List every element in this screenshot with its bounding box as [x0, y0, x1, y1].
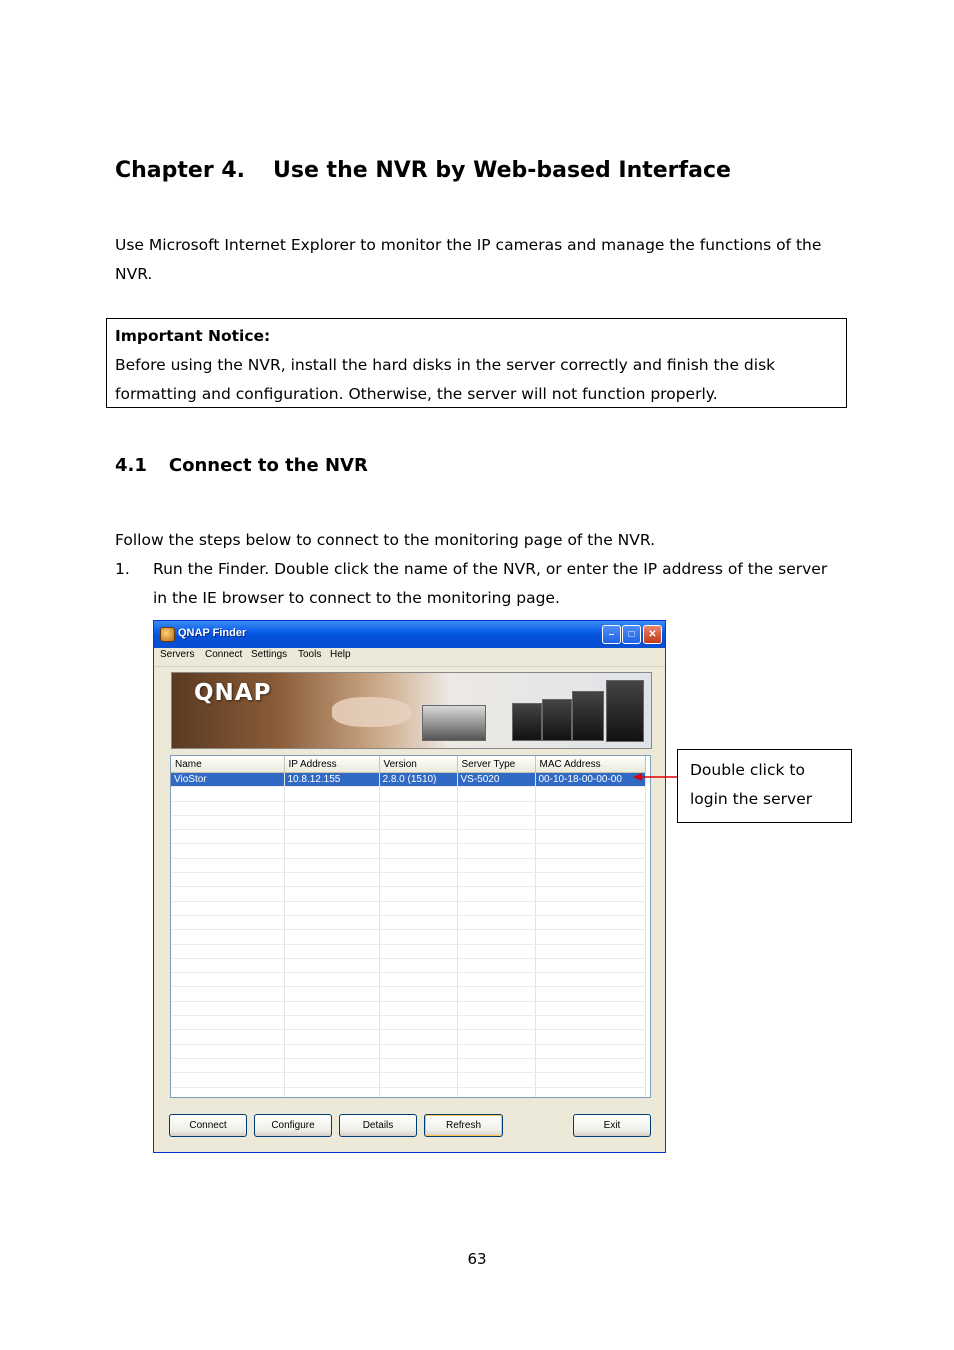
- app-icon: [160, 627, 175, 642]
- empty-cell: [284, 1058, 379, 1072]
- column-header-name[interactable]: Name: [171, 756, 284, 773]
- cell-version: 2.8.0 (1510): [379, 773, 457, 787]
- empty-cell: [284, 1016, 379, 1030]
- empty-cell: [379, 1087, 457, 1098]
- cell-mac-address: 00-10-18-00-00-00: [535, 773, 645, 787]
- empty-cell: [535, 844, 645, 858]
- empty-cell: [171, 887, 284, 901]
- exit-button[interactable]: Exit: [573, 1114, 651, 1137]
- empty-row: [171, 830, 645, 844]
- column-header-version[interactable]: Version: [379, 756, 457, 773]
- empty-cell: [284, 830, 379, 844]
- empty-cell: [379, 801, 457, 815]
- empty-cell: [457, 973, 535, 987]
- details-button[interactable]: Details: [339, 1114, 417, 1137]
- empty-row: [171, 958, 645, 972]
- finder-window: [153, 620, 666, 1153]
- empty-row: [171, 1030, 645, 1044]
- empty-cell: [171, 958, 284, 972]
- empty-cell: [379, 915, 457, 929]
- empty-cell: [379, 873, 457, 887]
- empty-cell: [379, 1001, 457, 1015]
- empty-cell: [284, 1001, 379, 1015]
- empty-cell: [457, 1058, 535, 1072]
- empty-row: [171, 1058, 645, 1072]
- cell-server-type: VS-5020: [457, 773, 535, 787]
- empty-cell: [171, 873, 284, 887]
- empty-cell: [457, 1044, 535, 1058]
- empty-cell: [379, 901, 457, 915]
- empty-cell: [535, 1016, 645, 1030]
- callout-box: [677, 749, 852, 823]
- empty-cell: [457, 830, 535, 844]
- empty-cell: [535, 1058, 645, 1072]
- empty-cell: [171, 1058, 284, 1072]
- empty-cell: [379, 830, 457, 844]
- empty-cell: [284, 1030, 379, 1044]
- intro-paragraph: Use Microsoft Internet Explorer to monitor the IP cameras and manage the functions of the NVR.: [115, 236, 822, 283]
- empty-cell: [379, 930, 457, 944]
- empty-cell: [171, 987, 284, 1001]
- steps-intro: Follow the steps below to connect to the monitoring page of the NVR.: [115, 531, 656, 549]
- empty-cell: [457, 1016, 535, 1030]
- connect-button[interactable]: Connect: [169, 1114, 247, 1137]
- empty-cell: [379, 1016, 457, 1030]
- empty-row: [171, 973, 645, 987]
- empty-cell: [379, 958, 457, 972]
- empty-cell: [171, 1087, 284, 1098]
- empty-cell: [457, 858, 535, 872]
- empty-cell: [535, 930, 645, 944]
- empty-row: [171, 1073, 645, 1087]
- empty-cell: [171, 915, 284, 929]
- minimize-icon: –: [608, 629, 615, 640]
- empty-cell: [457, 930, 535, 944]
- chapter-number: Chapter 4.: [115, 158, 246, 183]
- empty-cell: [379, 787, 457, 801]
- menu-tools[interactable]: Tools: [298, 649, 322, 660]
- nvr-device-image: [606, 680, 644, 742]
- empty-cell: [284, 930, 379, 944]
- empty-row: [171, 815, 645, 829]
- empty-cell: [457, 987, 535, 1001]
- empty-row: [171, 987, 645, 1001]
- empty-cell: [535, 958, 645, 972]
- empty-cell: [379, 987, 457, 1001]
- close-icon: ✕: [648, 629, 657, 640]
- section-number: 4.1: [115, 455, 147, 476]
- empty-cell: [457, 901, 535, 915]
- empty-cell: [457, 1001, 535, 1015]
- chapter-title: [115, 158, 731, 183]
- empty-cell: [535, 1030, 645, 1044]
- minimize-button[interactable]: [602, 625, 621, 644]
- empty-cell: [171, 787, 284, 801]
- step-number: 1.: [115, 560, 130, 578]
- section-title: [115, 455, 368, 476]
- empty-cell: [284, 801, 379, 815]
- page-number: 63: [467, 1250, 487, 1268]
- empty-row: [171, 858, 645, 872]
- nvr-device-image: [422, 705, 486, 741]
- empty-cell: [171, 858, 284, 872]
- empty-cell: [535, 915, 645, 929]
- nvr-device-image: [512, 703, 542, 741]
- menu-connect[interactable]: Connect: [205, 649, 243, 660]
- empty-row: [171, 801, 645, 815]
- empty-cell: [171, 1016, 284, 1030]
- important-notice-box: [106, 318, 847, 408]
- empty-row: [171, 1044, 645, 1058]
- empty-cell: [284, 887, 379, 901]
- empty-cell: [457, 801, 535, 815]
- empty-cell: [171, 944, 284, 958]
- empty-cell: [171, 901, 284, 915]
- window-title: QNAP Finder: [178, 627, 247, 639]
- cell-name: VioStor: [171, 773, 284, 787]
- empty-cell: [171, 930, 284, 944]
- nvr-device-image: [542, 699, 572, 741]
- empty-cell: [535, 1044, 645, 1058]
- notice-title: Important Notice:: [115, 327, 271, 345]
- empty-cell: [379, 1058, 457, 1072]
- column-header-server-type[interactable]: Server Type: [457, 756, 535, 773]
- column-header-ip-address[interactable]: IP Address: [284, 756, 379, 773]
- maximize-button[interactable]: [622, 625, 641, 644]
- refresh-button[interactable]: Refresh: [424, 1114, 503, 1137]
- empty-cell: [535, 1087, 645, 1098]
- empty-cell: [284, 1087, 379, 1098]
- empty-cell: [457, 1030, 535, 1044]
- callout-arrow: [633, 770, 679, 784]
- empty-cell: [457, 873, 535, 887]
- empty-row: [171, 1087, 645, 1098]
- empty-cell: [171, 844, 284, 858]
- section-title-text: Connect to the NVR: [168, 455, 368, 476]
- cell-ip-address: 10.8.12.155: [284, 773, 379, 787]
- empty-cell: [284, 901, 379, 915]
- empty-cell: [457, 1087, 535, 1098]
- empty-cell: [284, 844, 379, 858]
- notice-body: Before using the NVR, install the hard disks in the server correctly and finish the disk formatting and configuration. Otherwise, the server will not function properly.: [115, 356, 776, 403]
- empty-cell: [457, 844, 535, 858]
- empty-row: [171, 1016, 645, 1030]
- empty-cell: [171, 1030, 284, 1044]
- step-item: [115, 555, 835, 613]
- empty-row: [171, 901, 645, 915]
- empty-row: [171, 887, 645, 901]
- empty-cell: [284, 915, 379, 929]
- empty-cell: [457, 815, 535, 829]
- hands-image: [332, 697, 412, 727]
- empty-cell: [535, 1073, 645, 1087]
- empty-cell: [379, 858, 457, 872]
- empty-row: [171, 930, 645, 944]
- empty-cell: [379, 844, 457, 858]
- empty-cell: [535, 973, 645, 987]
- server-table: [171, 756, 646, 1098]
- empty-cell: [535, 1001, 645, 1015]
- empty-cell: [379, 1044, 457, 1058]
- close-button[interactable]: [643, 625, 662, 644]
- empty-cell: [457, 915, 535, 929]
- empty-cell: [535, 830, 645, 844]
- empty-cell: [535, 815, 645, 829]
- column-header-mac-address[interactable]: MAC Address: [535, 756, 645, 773]
- menu-settings[interactable]: Settings: [251, 649, 288, 660]
- qnap-banner: [171, 672, 652, 749]
- empty-cell: [535, 944, 645, 958]
- empty-cell: [535, 858, 645, 872]
- empty-cell: [457, 1073, 535, 1087]
- empty-cell: [379, 1030, 457, 1044]
- empty-row: [171, 873, 645, 887]
- empty-row: [171, 915, 645, 929]
- menu-help[interactable]: Help: [330, 649, 351, 660]
- qnap-logo: QNAP: [194, 680, 272, 706]
- empty-row: [171, 944, 645, 958]
- menu-bar: [154, 648, 665, 667]
- empty-cell: [379, 815, 457, 829]
- title-bar[interactable]: [154, 621, 665, 648]
- nvr-device-image: [572, 691, 604, 741]
- empty-cell: [284, 858, 379, 872]
- empty-cell: [535, 901, 645, 915]
- empty-cell: [535, 887, 645, 901]
- empty-cell: [457, 958, 535, 972]
- empty-cell: [284, 973, 379, 987]
- empty-cell: [284, 787, 379, 801]
- empty-row: [171, 787, 645, 801]
- step-text: Run the Finder. Double click the name of the NVR, or enter the IP address of the server in the IE browser to connect to the monitoring page.: [153, 560, 828, 607]
- empty-cell: [535, 987, 645, 1001]
- empty-cell: [284, 1073, 379, 1087]
- empty-cell: [284, 873, 379, 887]
- empty-cell: [171, 815, 284, 829]
- empty-cell: [284, 987, 379, 1001]
- empty-cell: [171, 1001, 284, 1015]
- empty-cell: [171, 973, 284, 987]
- table-header-row: [171, 756, 645, 773]
- empty-cell: [284, 958, 379, 972]
- empty-row: [171, 844, 645, 858]
- empty-cell: [171, 1073, 284, 1087]
- empty-cell: [284, 1044, 379, 1058]
- callout-line-2: login the server: [690, 790, 813, 808]
- empty-cell: [379, 944, 457, 958]
- maximize-icon: □: [628, 629, 635, 640]
- empty-cell: [171, 1044, 284, 1058]
- empty-cell: [457, 944, 535, 958]
- empty-cell: [379, 1073, 457, 1087]
- empty-cell: [284, 944, 379, 958]
- empty-cell: [535, 801, 645, 815]
- callout-line-1: Double click to: [690, 761, 805, 779]
- configure-button[interactable]: Configure: [254, 1114, 332, 1137]
- empty-cell: [457, 787, 535, 801]
- empty-cell: [457, 887, 535, 901]
- empty-cell: [379, 887, 457, 901]
- empty-cell: [535, 873, 645, 887]
- empty-cell: [535, 787, 645, 801]
- empty-cell: [171, 801, 284, 815]
- menu-servers[interactable]: Servers: [160, 649, 195, 660]
- empty-cell: [171, 830, 284, 844]
- empty-cell: [379, 973, 457, 987]
- server-list[interactable]: [170, 755, 651, 1098]
- chapter-title-text: Use the NVR by Web-based Interface: [273, 158, 731, 183]
- table-row[interactable]: [171, 773, 645, 787]
- empty-cell: [284, 815, 379, 829]
- empty-row: [171, 1001, 645, 1015]
